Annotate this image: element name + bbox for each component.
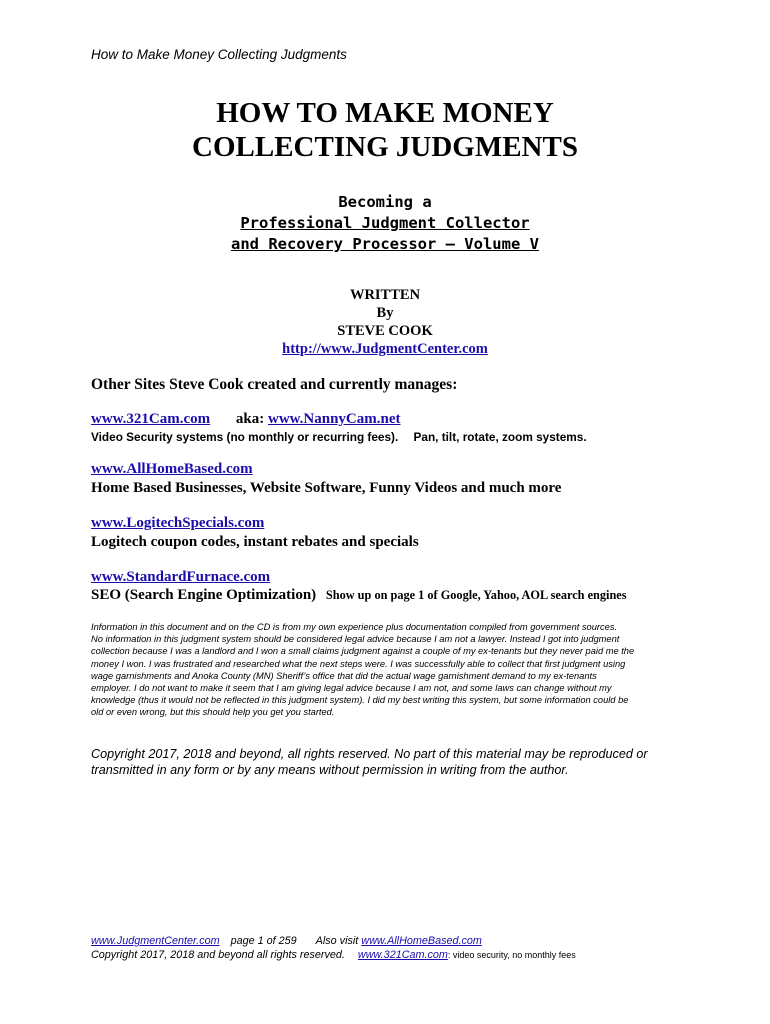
subtitle-line-3: and Recovery Processor – Volume V <box>231 235 539 253</box>
disclaimer-line: knowledge (thus it would not be reflected in this judgment system). I did my best writing this system, but some information could be <box>91 695 629 706</box>
site4-desc-b: Show up on page 1 of Google, Yahoo, AOL search engines <box>325 588 627 602</box>
site4-row <box>91 569 270 586</box>
disclaimer-paragraph <box>91 621 634 719</box>
author-website-link[interactable]: http://www.JudgmentCenter.com <box>282 341 488 357</box>
site4-desc-a: SEO (Search Engine Optimization) <box>91 587 317 603</box>
site4-description <box>91 587 627 604</box>
disclaimer-line: old or even wrong, but this should help you get you started. <box>91 707 335 718</box>
footer-cam-description: : video security, no monthly fees <box>447 950 576 960</box>
site3-link[interactable]: www.LogitechSpecials.com <box>91 515 265 531</box>
by-label: By <box>376 305 394 321</box>
page-title <box>0 96 770 164</box>
subtitle <box>0 192 770 255</box>
title-line-1: HOW TO MAKE MONEY <box>216 97 554 129</box>
also-visit-label: Also visit <box>315 935 359 947</box>
author-name: STEVE COOK <box>337 323 433 339</box>
subtitle-line-1: Becoming a <box>338 193 432 211</box>
site3-description: Logitech coupon codes, instant rebates and specials <box>91 534 419 550</box>
aka-label: aka: <box>235 411 265 427</box>
site1-row <box>91 411 401 428</box>
disclaimer-line: employer. I do not want to make it seem that I am giving legal advice because I am not, and some laws can change without my <box>91 683 612 694</box>
written-label: WRITTEN <box>349 287 421 303</box>
site1-desc-b: Pan, tilt, rotate, zoom systems. <box>413 430 587 444</box>
disclaimer-line: wage garnishments and Anoka County (MN) Sheriff’s office that did the actual wage garnishment demand to my ex-tenants <box>91 670 597 681</box>
title-line-2: COLLECTING JUDGMENTS <box>192 131 578 163</box>
footer-site-link[interactable]: www.JudgmentCenter.com <box>91 935 220 947</box>
site2-row <box>91 461 253 478</box>
site1-aka-link[interactable]: www.NannyCam.net <box>268 411 401 427</box>
running-header: How to Make Money Collecting Judgments <box>91 47 347 62</box>
other-sites-heading: Other Sites Steve Cook created and currently manages: <box>91 376 458 393</box>
disclaimer-line: No information in this judgment system should be considered legal advice because I am not a lawyer. Instead I got into judgment <box>91 634 620 645</box>
site1-description <box>91 430 587 444</box>
site2-link[interactable]: www.AllHomeBased.com <box>91 461 253 477</box>
footer-line-2 <box>91 948 576 962</box>
site4-link[interactable]: www.StandardFurnace.com <box>91 569 271 585</box>
copyright-line-2: transmitted in any form or by any means without permission in writing from the author. <box>91 763 569 777</box>
footer-allhomebased-link[interactable]: www.AllHomeBased.com <box>361 935 482 947</box>
copyright-paragraph <box>91 746 648 778</box>
subtitle-line-2: Professional Judgment Collector <box>240 214 530 232</box>
footer-line-1 <box>91 934 576 948</box>
disclaimer-line: Information in this document and on the CD is from my own experience plus documentation compiled from government sources. <box>91 622 618 632</box>
page-number: page 1 of 259 <box>230 935 297 947</box>
site1-desc-a: Video Security systems (no monthly or recurring fees). <box>91 430 399 444</box>
copyright-line-1: Copyright 2017, 2018 and beyond, all rights reserved. No part of this material may be reproduced or <box>91 747 648 761</box>
site1-link[interactable]: www.321Cam.com <box>91 411 211 427</box>
disclaimer-line: collection because I was a landlord and I won a small claims judgment against a couple of my ex-tenants but they never paid me the <box>91 646 635 657</box>
footer-321cam-link[interactable]: www.321Cam.com <box>357 949 448 961</box>
author-block <box>0 286 770 358</box>
site2-description: Home Based Businesses, Website Software, Funny Videos and much more <box>91 480 562 496</box>
disclaimer-line: money I won. I was frustrated and researched what the next steps were. I was successfully able to collect that first judgment using <box>91 658 626 669</box>
footer-copyright: Copyright 2017, 2018 and beyond all rights reserved. <box>91 949 345 961</box>
site3-row <box>91 515 264 532</box>
page-footer <box>91 934 576 962</box>
